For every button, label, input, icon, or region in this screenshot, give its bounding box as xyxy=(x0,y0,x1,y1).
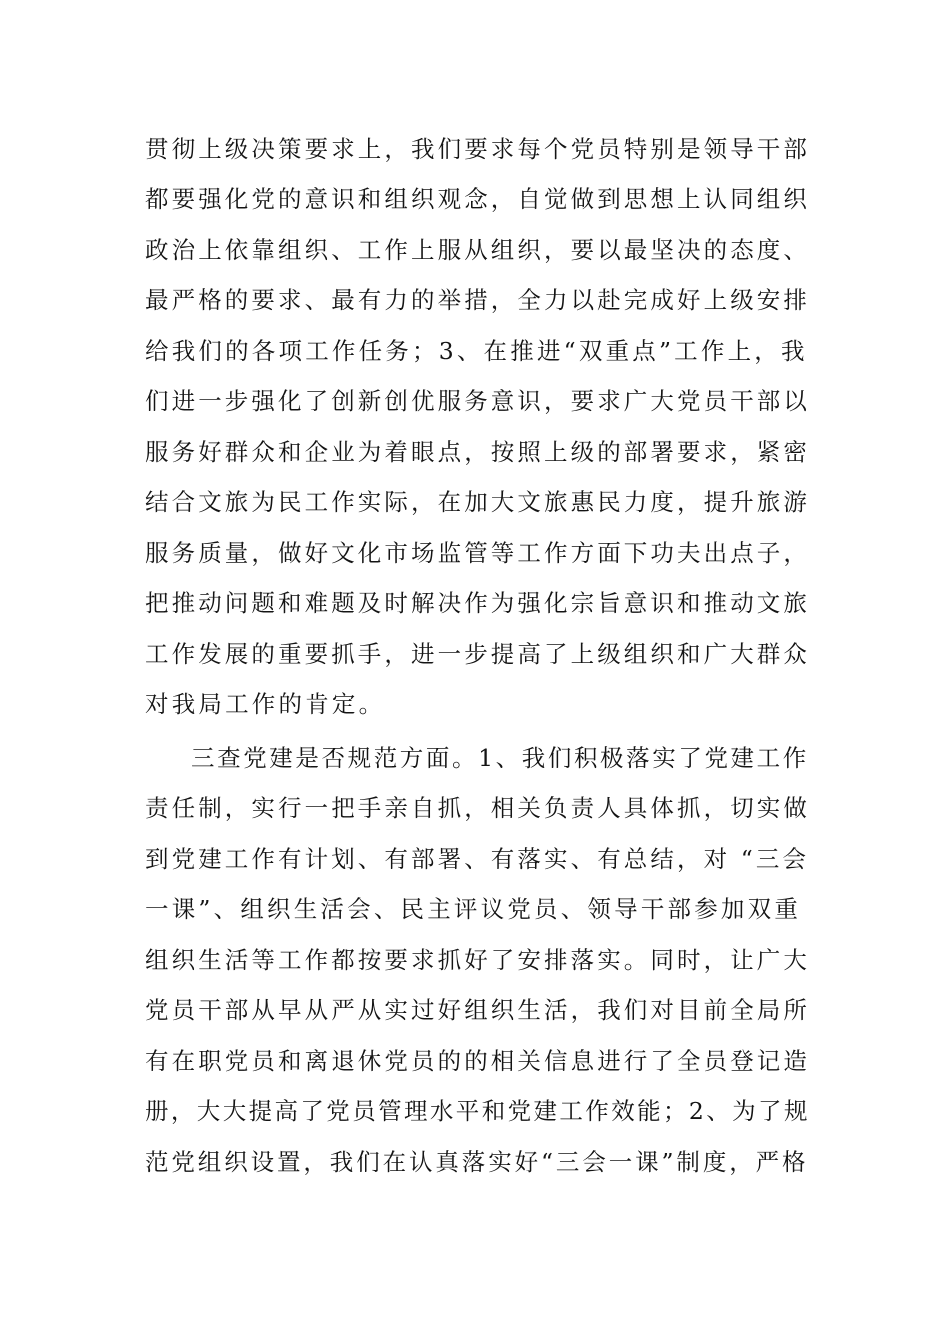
paragraph-1-line-5: 给我们的各项工作任务；3、在推进“双重点”工作上，我 xyxy=(145,337,808,365)
paragraph-1-line-9: 服务质量，做好文化市场监管等工作方面下功夫出点子， xyxy=(145,539,810,567)
paragraph-1-line-4: 最严格的要求、最有力的举措，全力以赴完成好上级安排 xyxy=(145,286,810,314)
paragraph-1-line-10: 把推动问题和难题及时解决作为强化宗旨意识和推动文旅 xyxy=(145,589,810,617)
paragraph-1-line-7: 服务好群众和企业为着眼点，按照上级的部署要求，紧密 xyxy=(145,438,810,466)
paragraph-1-line-11: 工作发展的重要抓手，进一步提高了上级组织和广大群众 xyxy=(145,640,810,668)
paragraph-2-line-6: 党员干部从早从严从实过好组织生活，我们对目前全局所 xyxy=(145,996,810,1024)
paragraph-2-line-2: 责任制，实行一把手亲自抓，相关负责人具体抓，切实做 xyxy=(145,794,810,822)
paragraph-1-line-2: 都要强化党的意识和组织观念，自觉做到思想上认同组织 xyxy=(145,185,810,213)
paragraph-2-line-3: 到党建工作有计划、有部署、有落实、有总结，对 “三会 xyxy=(145,845,810,873)
paragraph-2-line-7: 有在职党员和离退休党员的的相关信息进行了全员登记造 xyxy=(145,1047,810,1075)
paragraph-2-line-4: 一课”、组织生活会、民主评议党员、领导干部参加双重 xyxy=(145,895,802,923)
paragraph-2-line-5: 组织生活等工作都按要求抓好了安排落实。同时，让广大 xyxy=(145,946,810,974)
paragraph-1-line-3: 政治上依靠组织、工作上服从组织，要以最坚决的态度、 xyxy=(145,236,810,264)
paragraph-2-line-9: 范党组织设置，我们在认真落实好“三会一课”制度，严格 xyxy=(145,1148,809,1176)
paragraph-1-line-12: 对我局工作的肯定。 xyxy=(145,690,386,718)
paragraph-1-line-1: 贯彻上级决策要求上，我们要求每个党员特别是领导干部 xyxy=(145,135,810,163)
paragraph-1-line-6: 们进一步强化了创新创优服务意识，要求广大党员干部以 xyxy=(145,387,810,415)
paragraph-1-line-8: 结合文旅为民工作实际，在加大文旅惠民力度，提升旅游 xyxy=(145,488,810,516)
paragraph-2-line-1: 三查党建是否规范方面。1、我们积极落实了党建工作 xyxy=(191,744,809,772)
paragraph-2-line-8: 册，大大提高了党员管理水平和党建工作效能；2、为了规 xyxy=(145,1097,810,1125)
